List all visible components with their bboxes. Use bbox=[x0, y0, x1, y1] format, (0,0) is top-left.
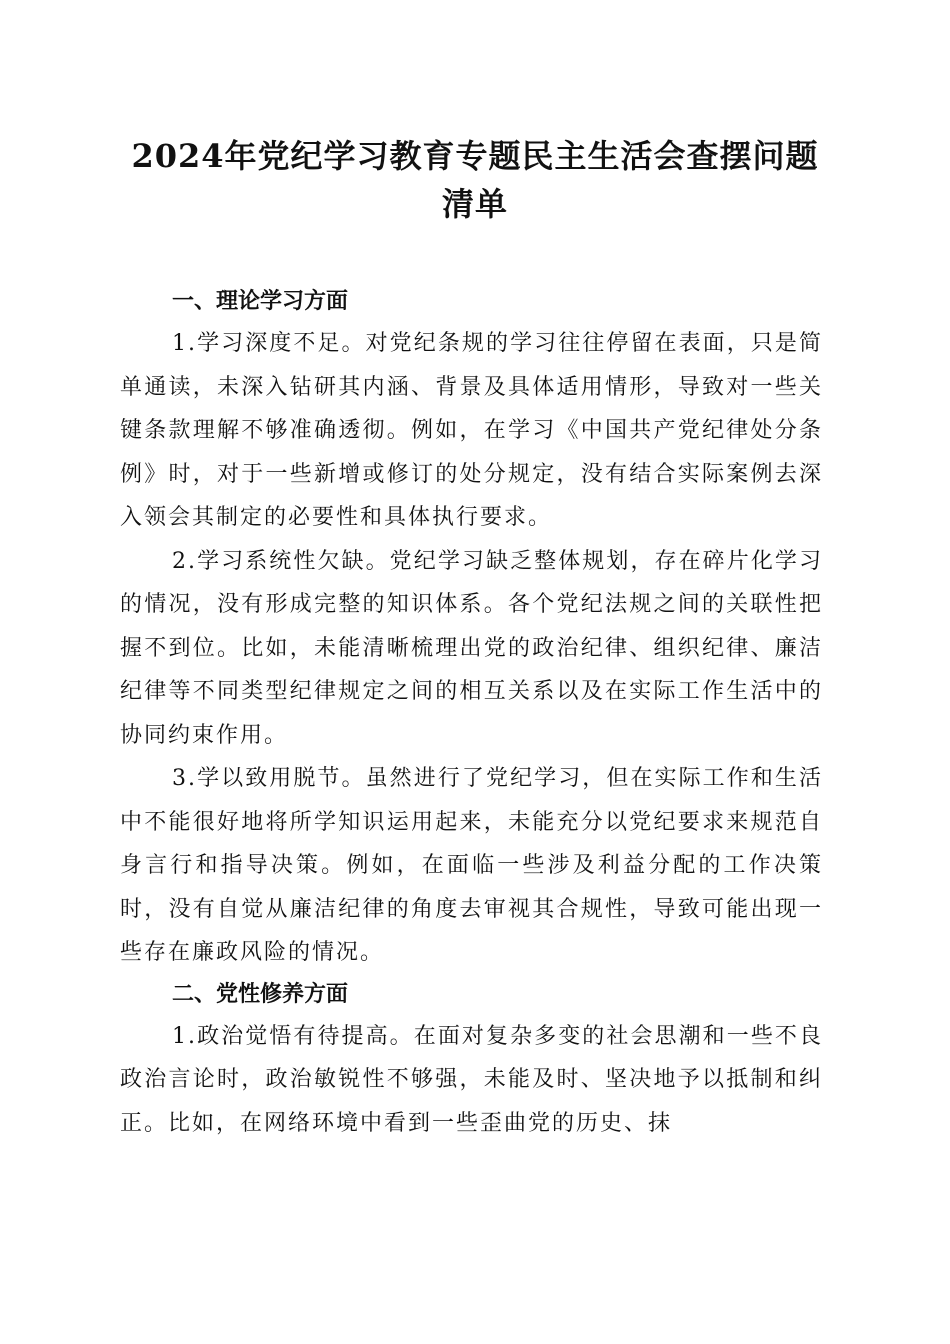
section-heading: 一、理论学习方面 bbox=[172, 289, 349, 314]
document-body bbox=[120, 282, 823, 1145]
paragraph: 1.政治觉悟有待提高。在面对复杂多变的社会思潮和一些不良政治言论时，政治敏锐性不够强，未能及时、坚决地予以抵制和纠正。比如，在网络环境中看到一些歪曲党的历史、抹 bbox=[120, 1023, 823, 1136]
section-heading: 二、党性修养方面 bbox=[172, 981, 349, 1007]
section-party-spirit bbox=[120, 975, 823, 1146]
paragraph: 2.学习系统性欠缺。党纪学习缺乏整体规划，存在碎片化学习的情况，没有形成完整的知识体系。各个党纪法规之间的关联性把握不到位。比如，未能清晰梳理出党的政治纪律、组织纪律、廉洁纪律等不同类型纪律规定之间的相互关系以及在实际工作生活中的协同约束作用。 bbox=[120, 548, 823, 748]
document-title: 2024年党纪学习教育专题民主生活会查摆问题清单 bbox=[131, 137, 819, 223]
section-theory-study bbox=[120, 282, 823, 975]
paragraph: 3.学以致用脱节。虽然进行了党纪学习，但在实际工作和生活中不能很好地将所学知识运用起来，未能充分以党纪要求来规范自身言行和指导决策。例如，在面临一些涉及利益分配的工作决策时，没有自觉从廉洁纪律的角度去审视其合规性，导致可能出现一些存在廉政风险的情况。 bbox=[120, 766, 823, 965]
paragraph: 1.学习深度不足。对党纪条规的学习往往停留在表面，只是简单通读，未深入钻研其内涵、背景及具体适用情形，导致对一些关键条款理解不够准确透彻。例如，在学习《中国共产党纪律处分条例》时，对于一些新增或修订的处分规定，没有结合实际案例去深入领会其制定的必要性和具体执行要求。 bbox=[120, 331, 823, 530]
